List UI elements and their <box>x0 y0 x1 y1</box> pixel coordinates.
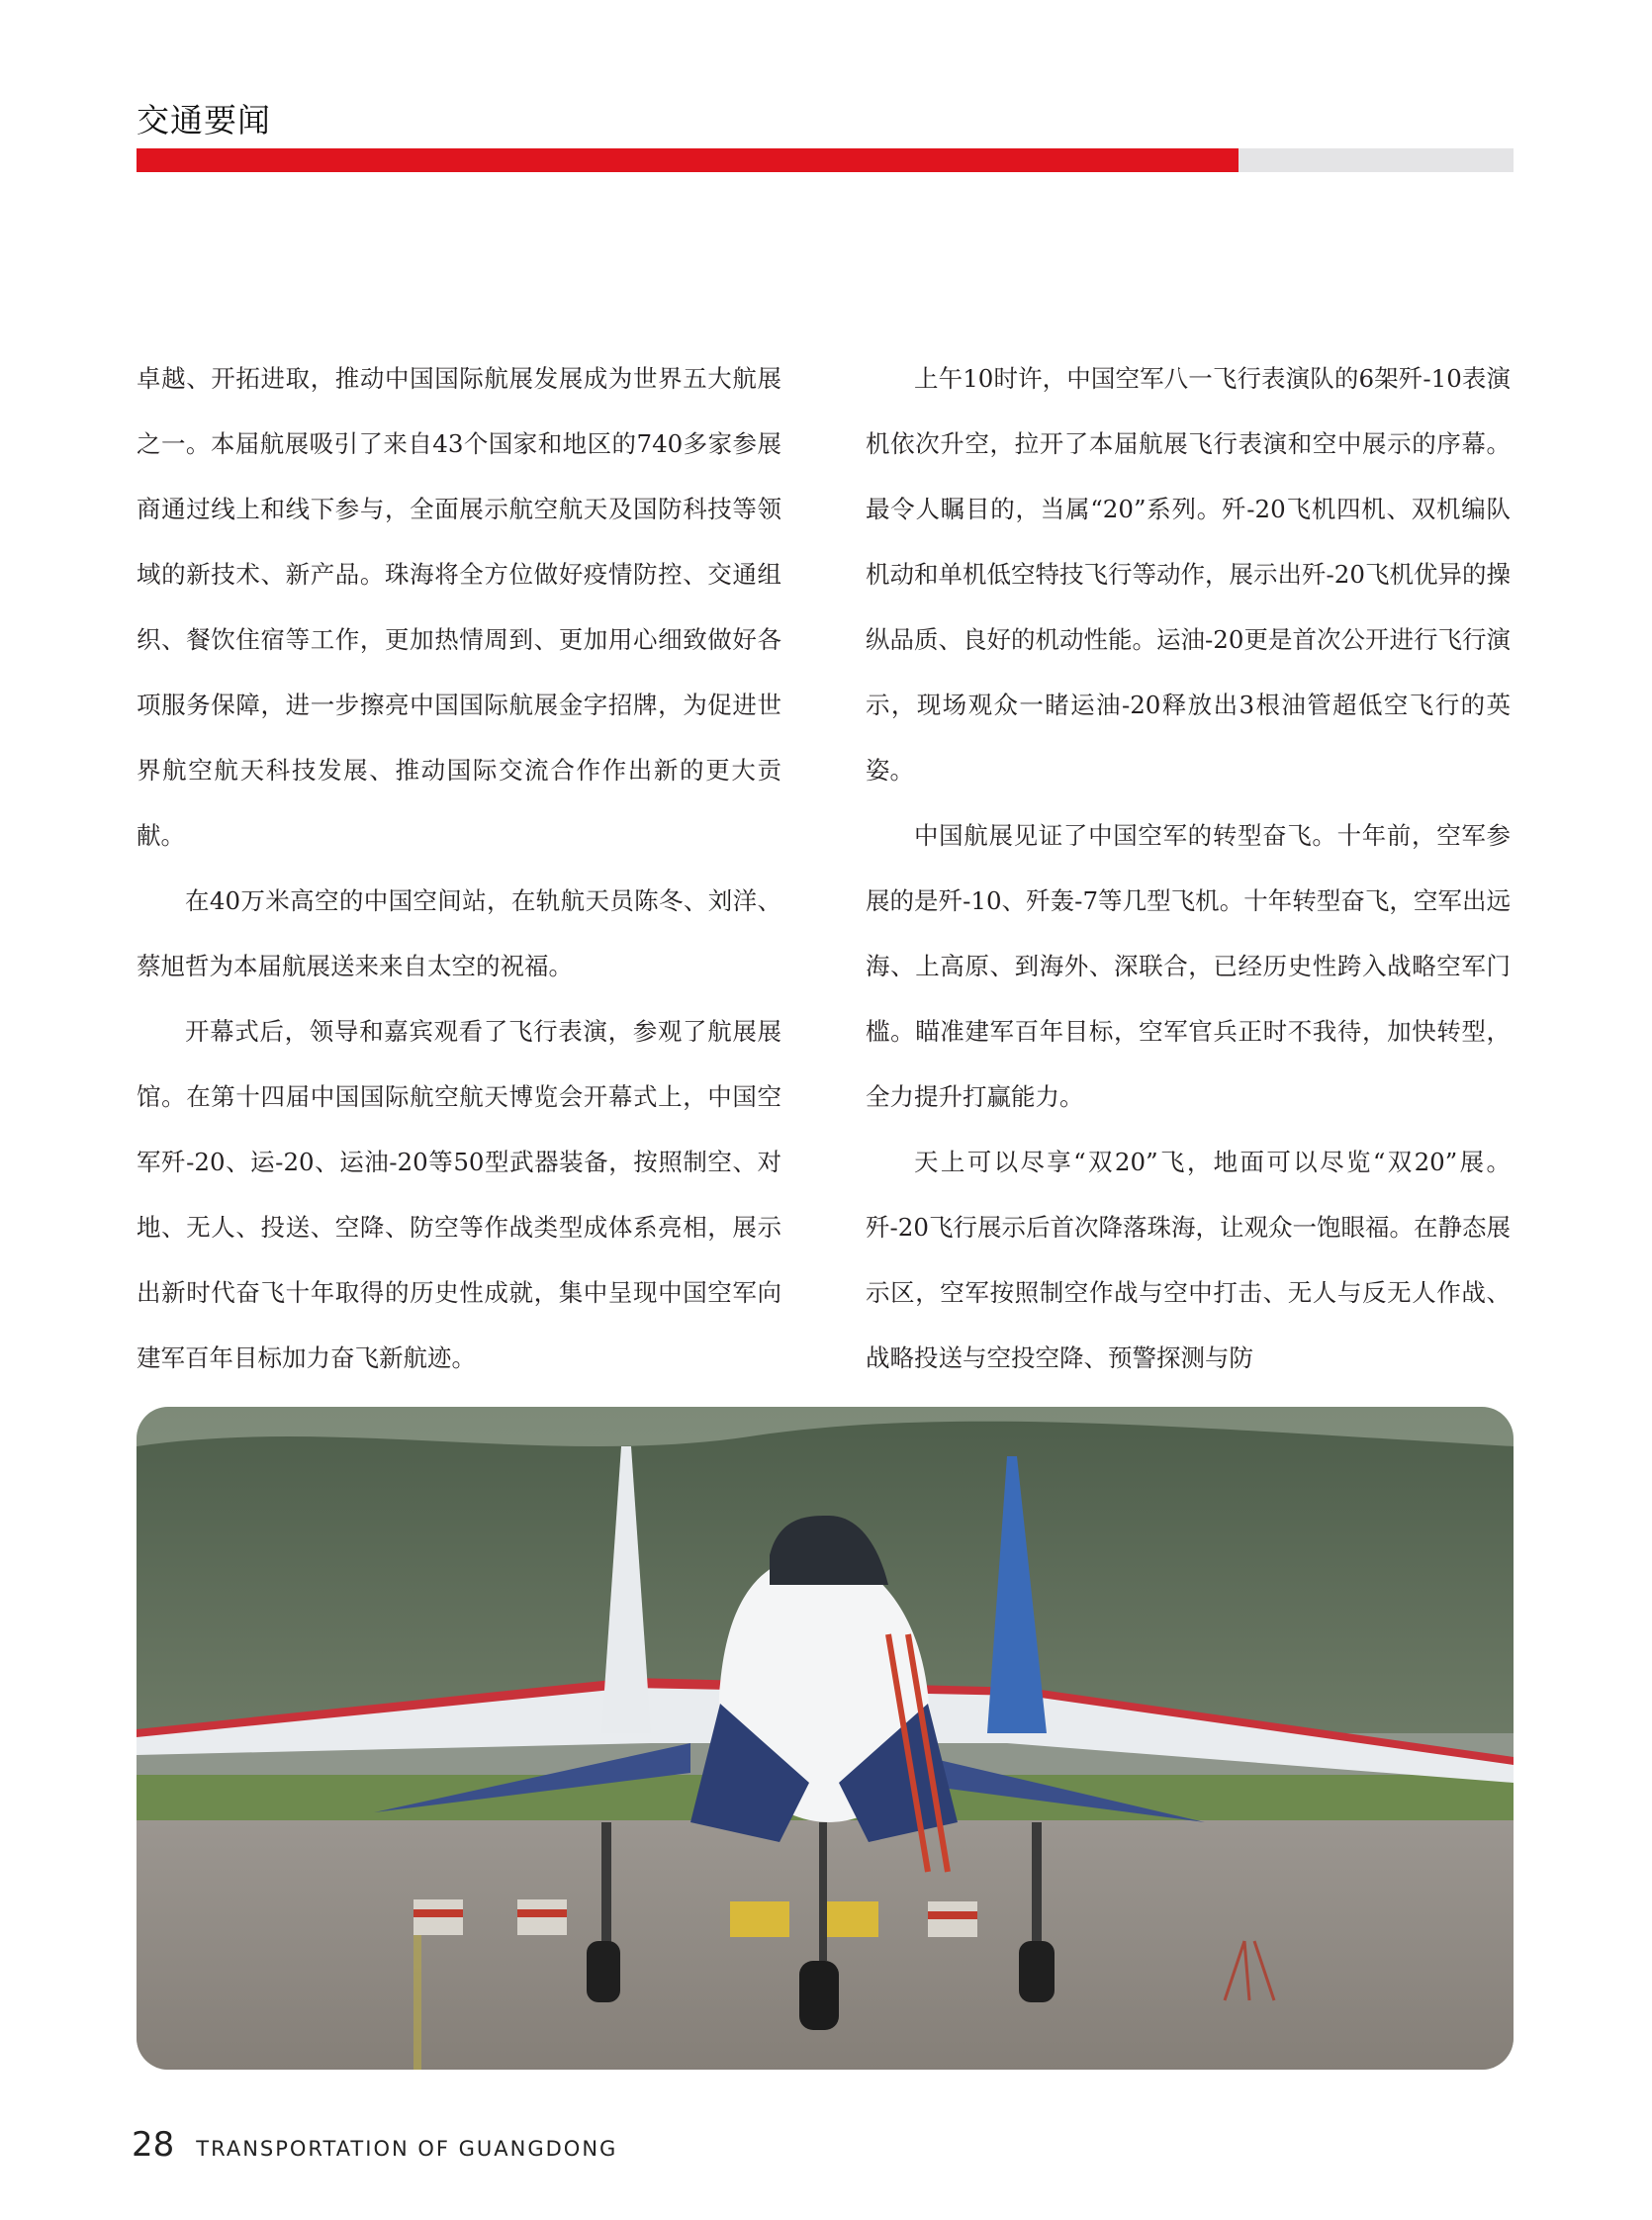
header-rule-accent <box>137 148 1239 172</box>
page-number: 28 <box>132 2125 175 2165</box>
page-footer <box>132 2125 617 2165</box>
article-column-left <box>137 346 781 1391</box>
article-column-right <box>866 346 1511 1391</box>
paragraph: 上午10时许，中国空军八一飞行表演队的6架歼-10表演机依次升空，拉开了本届航展飞行表演和空中展示的序幕。最令人瞩目的，当属“20”系列。歼-20飞机四机、双机编队机动和单机低空特技飞行等动作，展示出歼-20飞机优异的操纵品质、良好的机动性能。运油-20更是首次公开进行飞行演示，现场观众一睹运油-20释放出3根油管超低空飞行的英姿。 <box>866 364 1511 785</box>
section-title: 交通要闻 <box>137 101 271 139</box>
paragraph: 在40万米高空的中国空间站，在轨航天员陈冬、刘洋、蔡旭哲为本届航展送来来自太空的祝福。 <box>137 886 781 980</box>
paragraph: 卓越、开拓进取，推动中国国际航展发展成为世界五大航展之一。本届航展吸引了来自43个国家和地区的740多家参展商通过线上和线下参与，全面展示航空航天及国防科技等领域的新技术、新产品。珠海将全方位做好疫情防控、交通组织、餐饮住宿等工作，更加热情周到、更加用心细致做好各项服务保障，进一步擦亮中国国际航展金字招牌，为促进世界航空航天科技发展、推动国际交流合作作出新的更大贡献。 <box>137 364 781 850</box>
paragraph: 开幕式后，领导和嘉宾观看了飞行表演，参观了航展展馆。在第十四届中国国际航空航天博览会开幕式上，中国空军歼-20、运-20、运油-20等50型武器装备，按照制空、对地、无人、投送、空降、防空等作战类型成体系亮相，展示出新时代奋飞十年取得的历史性成就，集中呈现中国空军向建军百年目标加力奋飞新航迹。 <box>137 1017 781 1372</box>
header-rule <box>137 148 1514 172</box>
fighter-jet-photo <box>137 1407 1514 2070</box>
paragraph: 中国航展见证了中国空军的转型奋飞。十年前，空军参展的是歼-10、歼轰-7等几型飞机。十年转型奋飞，空军出远海、上高原、到海外、深联合，已经历史性跨入战略空军门槛。瞄准建军百年目标，空军官兵正时不我待，加快转型，全力提升打赢能力。 <box>866 821 1511 1111</box>
publication-name: TRANSPORTATION OF GUANGDONG <box>196 2137 618 2161</box>
paragraph: 天上可以尽享“双20”飞，地面可以尽览“双20”展。歼-20飞行展示后首次降落珠海，让观众一饱眼福。在静态展示区，空军按照制空作战与空中打击、无人与反无人作战、战略投送与空投空降、预警探测与防 <box>866 1148 1511 1372</box>
